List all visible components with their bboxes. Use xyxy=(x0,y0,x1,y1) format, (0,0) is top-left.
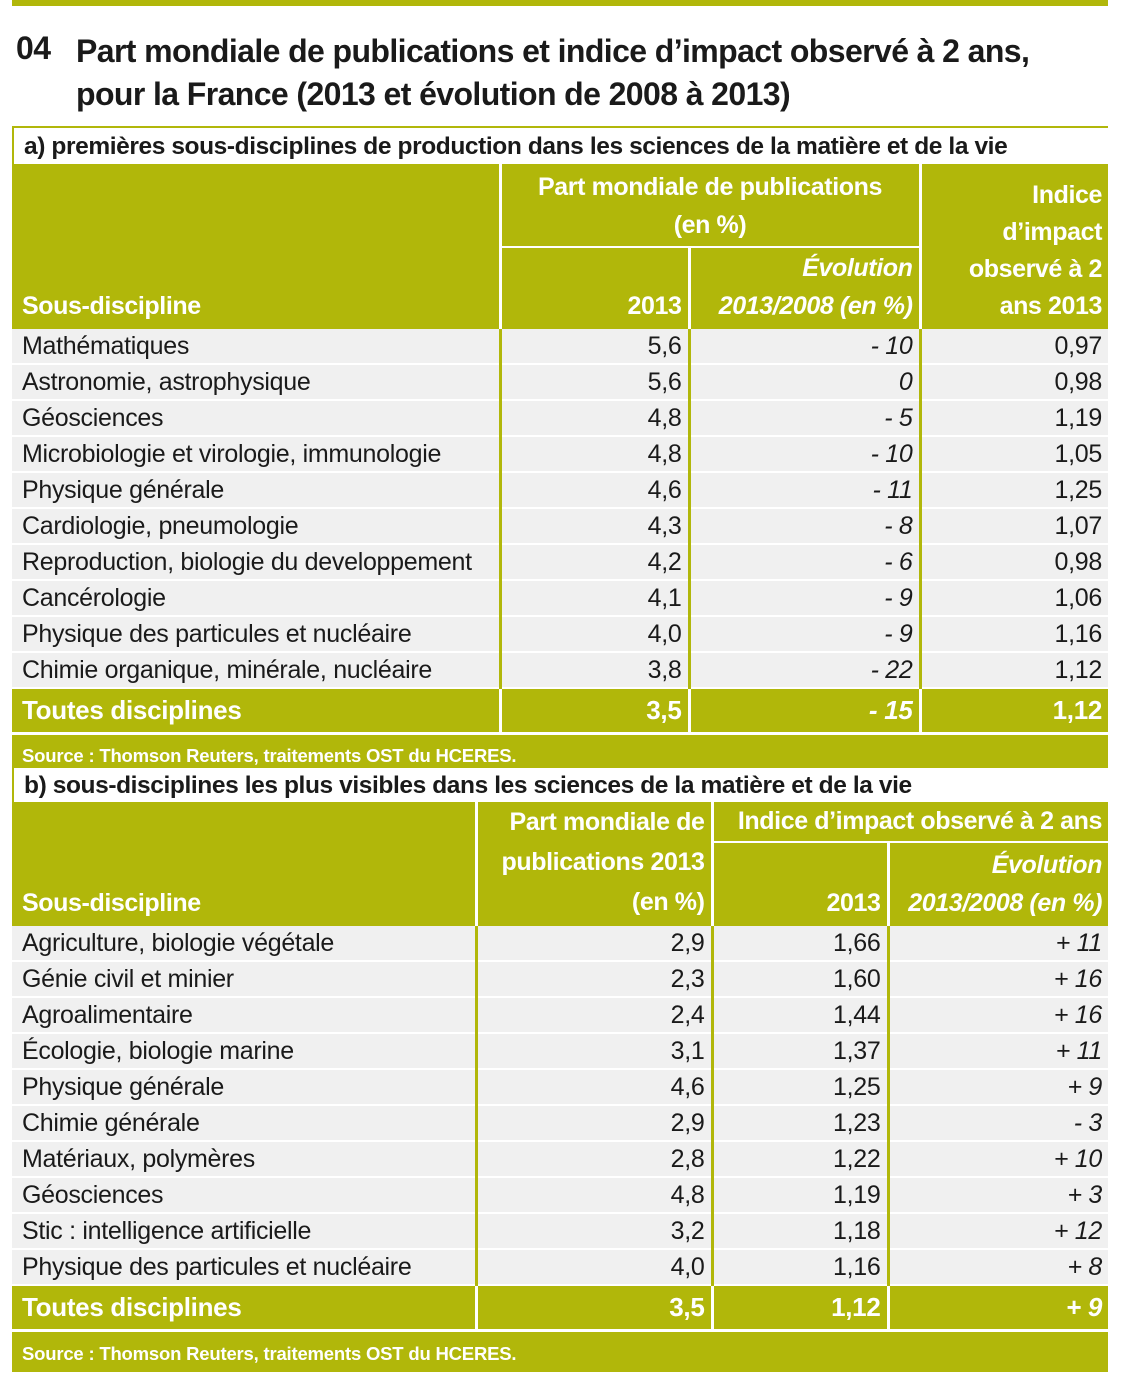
row-impact: 1,16 xyxy=(920,616,1108,652)
total-impact: 1,12 xyxy=(920,688,1108,732)
total-share: 3,5 xyxy=(476,1285,712,1329)
table-b-title: b) sous-disciplines les plus visibles dans les sciences de la matière et de la vie xyxy=(12,766,1108,802)
row-name: Physique générale xyxy=(12,1069,476,1105)
row-impact: 1,06 xyxy=(920,580,1108,616)
table-row xyxy=(12,961,1108,997)
row-name: Chimie organique, minérale, nucléaire xyxy=(12,652,500,688)
row-share: 4,8 xyxy=(500,436,689,472)
table-row xyxy=(12,400,1108,436)
table-total-row xyxy=(12,688,1108,732)
row-share: 5,6 xyxy=(500,329,689,364)
row-impact: 1,05 xyxy=(920,436,1108,472)
row-impact: 1,37 xyxy=(712,1033,888,1069)
row-impact: 1,23 xyxy=(712,1105,888,1141)
row-name: Agriculture, biologie végétale xyxy=(12,926,476,961)
row-name: Chimie générale xyxy=(12,1105,476,1141)
row-impact: 1,66 xyxy=(712,926,888,961)
row-share: 3,2 xyxy=(476,1213,712,1249)
table-row xyxy=(12,1177,1108,1213)
table-b-header-subdiscipline: Sous-discipline xyxy=(12,802,476,926)
row-share: 2,3 xyxy=(476,961,712,997)
table-row xyxy=(12,364,1108,400)
table-row xyxy=(12,544,1108,580)
row-share: 4,3 xyxy=(500,508,689,544)
row-share: 3,8 xyxy=(500,652,689,688)
row-impact: 1,22 xyxy=(712,1141,888,1177)
row-evolution: + 3 xyxy=(888,1177,1108,1213)
row-impact: 0,98 xyxy=(920,544,1108,580)
row-evolution: + 11 xyxy=(888,1033,1108,1069)
figure-title-line-1: Part mondiale de publications et indice d’impact observé à 2 ans, xyxy=(76,33,1030,69)
total-impact: 1,12 xyxy=(712,1285,888,1329)
figure-number: 04 xyxy=(16,30,51,66)
row-name: Géosciences xyxy=(12,1177,476,1213)
row-impact: 0,97 xyxy=(920,329,1108,364)
row-impact: 1,18 xyxy=(712,1213,888,1249)
table-a-header-subdiscipline: Sous-discipline xyxy=(12,164,500,329)
total-evolution: - 15 xyxy=(689,688,920,732)
table-row xyxy=(12,997,1108,1033)
row-evolution: - 10 xyxy=(689,329,920,364)
table-row xyxy=(12,1141,1108,1177)
row-evolution: - 6 xyxy=(689,544,920,580)
table-b-header-impact-group: Indice d’impact observé à 2 ans xyxy=(712,802,1108,842)
total-name: Toutes disciplines xyxy=(12,1285,476,1329)
table-b-header-evolution xyxy=(888,842,1108,926)
row-impact: 1,25 xyxy=(712,1069,888,1105)
row-share: 2,9 xyxy=(476,926,712,961)
row-share: 2,4 xyxy=(476,997,712,1033)
row-evolution: + 16 xyxy=(888,961,1108,997)
row-evolution: + 12 xyxy=(888,1213,1108,1249)
total-share: 3,5 xyxy=(500,688,689,732)
row-impact: 1,12 xyxy=(920,652,1108,688)
table-row xyxy=(12,1249,1108,1285)
table-row xyxy=(12,1105,1108,1141)
row-impact: 1,07 xyxy=(920,508,1108,544)
table-total-row xyxy=(12,1285,1108,1329)
row-name: Astronomie, astrophysique xyxy=(12,364,500,400)
table-row xyxy=(12,329,1108,364)
row-impact: 1,44 xyxy=(712,997,888,1033)
row-name: Physique des particules et nucléaire xyxy=(12,616,500,652)
table-b-section xyxy=(12,766,1108,1372)
row-share: 2,9 xyxy=(476,1105,712,1141)
row-share: 4,8 xyxy=(500,400,689,436)
row-name: Agroalimentaire xyxy=(12,997,476,1033)
table-row xyxy=(12,436,1108,472)
table-b-header-evolution-line-1: Évolution xyxy=(991,851,1103,879)
table-a-header-evolution-line-1: Évolution xyxy=(802,254,913,282)
table-row xyxy=(12,1069,1108,1105)
figure-title xyxy=(76,30,1116,116)
row-share: 4,1 xyxy=(500,580,689,616)
total-name: Toutes disciplines xyxy=(12,688,500,732)
row-share: 5,6 xyxy=(500,364,689,400)
row-share: 4,6 xyxy=(500,472,689,508)
row-name: Physique des particules et nucléaire xyxy=(12,1249,476,1285)
table-a-section xyxy=(12,126,1108,770)
row-name: Écologie, biologie marine xyxy=(12,1033,476,1069)
table-row xyxy=(12,616,1108,652)
table-b-header-share: Part mondiale de publications 2013 (en %) xyxy=(476,802,712,926)
table-a xyxy=(12,164,1108,732)
row-share: 4,0 xyxy=(476,1249,712,1285)
row-evolution: - 3 xyxy=(888,1105,1108,1141)
table-b-header-evolution-line-2: 2013/2008 (en %) xyxy=(908,889,1103,917)
row-evolution: 0 xyxy=(689,364,920,400)
row-share: 4,2 xyxy=(500,544,689,580)
table-b xyxy=(12,802,1108,1329)
table-a-title: a) premières sous-disciplines de production dans les sciences de la matière et de la vie xyxy=(12,126,1108,164)
table-b-header-impact-2013: 2013 xyxy=(712,842,888,926)
figure-title-line-2: pour la France (2013 et évolution de 2008 à 2013) xyxy=(76,76,791,112)
row-evolution: + 16 xyxy=(888,997,1108,1033)
table-a-header-share-2013: 2013 xyxy=(500,247,689,329)
table-row xyxy=(12,508,1108,544)
row-evolution: - 11 xyxy=(689,472,920,508)
row-evolution: + 10 xyxy=(888,1141,1108,1177)
row-evolution: + 9 xyxy=(888,1069,1108,1105)
table-row xyxy=(12,472,1108,508)
row-impact: 0,98 xyxy=(920,364,1108,400)
row-evolution: - 5 xyxy=(689,400,920,436)
row-evolution: + 8 xyxy=(888,1249,1108,1285)
row-evolution: - 9 xyxy=(689,580,920,616)
table-row xyxy=(12,580,1108,616)
row-evolution: - 22 xyxy=(689,652,920,688)
row-impact: 1,19 xyxy=(712,1177,888,1213)
table-row xyxy=(12,652,1108,688)
row-evolution: - 10 xyxy=(689,436,920,472)
table-row xyxy=(12,1213,1108,1249)
row-name: Génie civil et minier xyxy=(12,961,476,997)
top-accent-bar xyxy=(12,0,1108,6)
row-name: Géosciences xyxy=(12,400,500,436)
table-row xyxy=(12,1033,1108,1069)
row-name: Reproduction, biologie du developpement xyxy=(12,544,500,580)
row-share: 4,6 xyxy=(476,1069,712,1105)
table-row xyxy=(12,926,1108,961)
table-a-header-evolution-line-2: 2013/2008 (en %) xyxy=(718,292,913,320)
row-name: Matériaux, polymères xyxy=(12,1141,476,1177)
row-name: Microbiologie et virologie, immunologie xyxy=(12,436,500,472)
row-evolution: + 11 xyxy=(888,926,1108,961)
table-a-header-impact: Indice d’impact observé à 2 ans 2013 xyxy=(920,164,1108,329)
row-share: 2,8 xyxy=(476,1141,712,1177)
table-b-source: Source : Thomson Reuters, traitements OST du HCERES. xyxy=(12,1329,1108,1372)
row-name: Cancérologie xyxy=(12,580,500,616)
row-impact: 1,25 xyxy=(920,472,1108,508)
row-share: 4,0 xyxy=(500,616,689,652)
row-share: 3,1 xyxy=(476,1033,712,1069)
table-a-header-evolution xyxy=(689,247,920,329)
table-a-source: Source : Thomson Reuters, traitements OST du HCERES. xyxy=(12,732,1108,770)
row-impact: 1,60 xyxy=(712,961,888,997)
row-impact: 1,19 xyxy=(920,400,1108,436)
row-name: Mathématiques xyxy=(12,329,500,364)
table-a-header-share-group: Part mondiale de publications (en %) xyxy=(500,164,920,247)
row-impact: 1,16 xyxy=(712,1249,888,1285)
row-share: 4,8 xyxy=(476,1177,712,1213)
row-evolution: - 9 xyxy=(689,616,920,652)
row-name: Stic : intelligence artificielle xyxy=(12,1213,476,1249)
row-name: Physique générale xyxy=(12,472,500,508)
row-name: Cardiologie, pneumologie xyxy=(12,508,500,544)
row-evolution: - 8 xyxy=(689,508,920,544)
total-evolution: + 9 xyxy=(888,1285,1108,1329)
